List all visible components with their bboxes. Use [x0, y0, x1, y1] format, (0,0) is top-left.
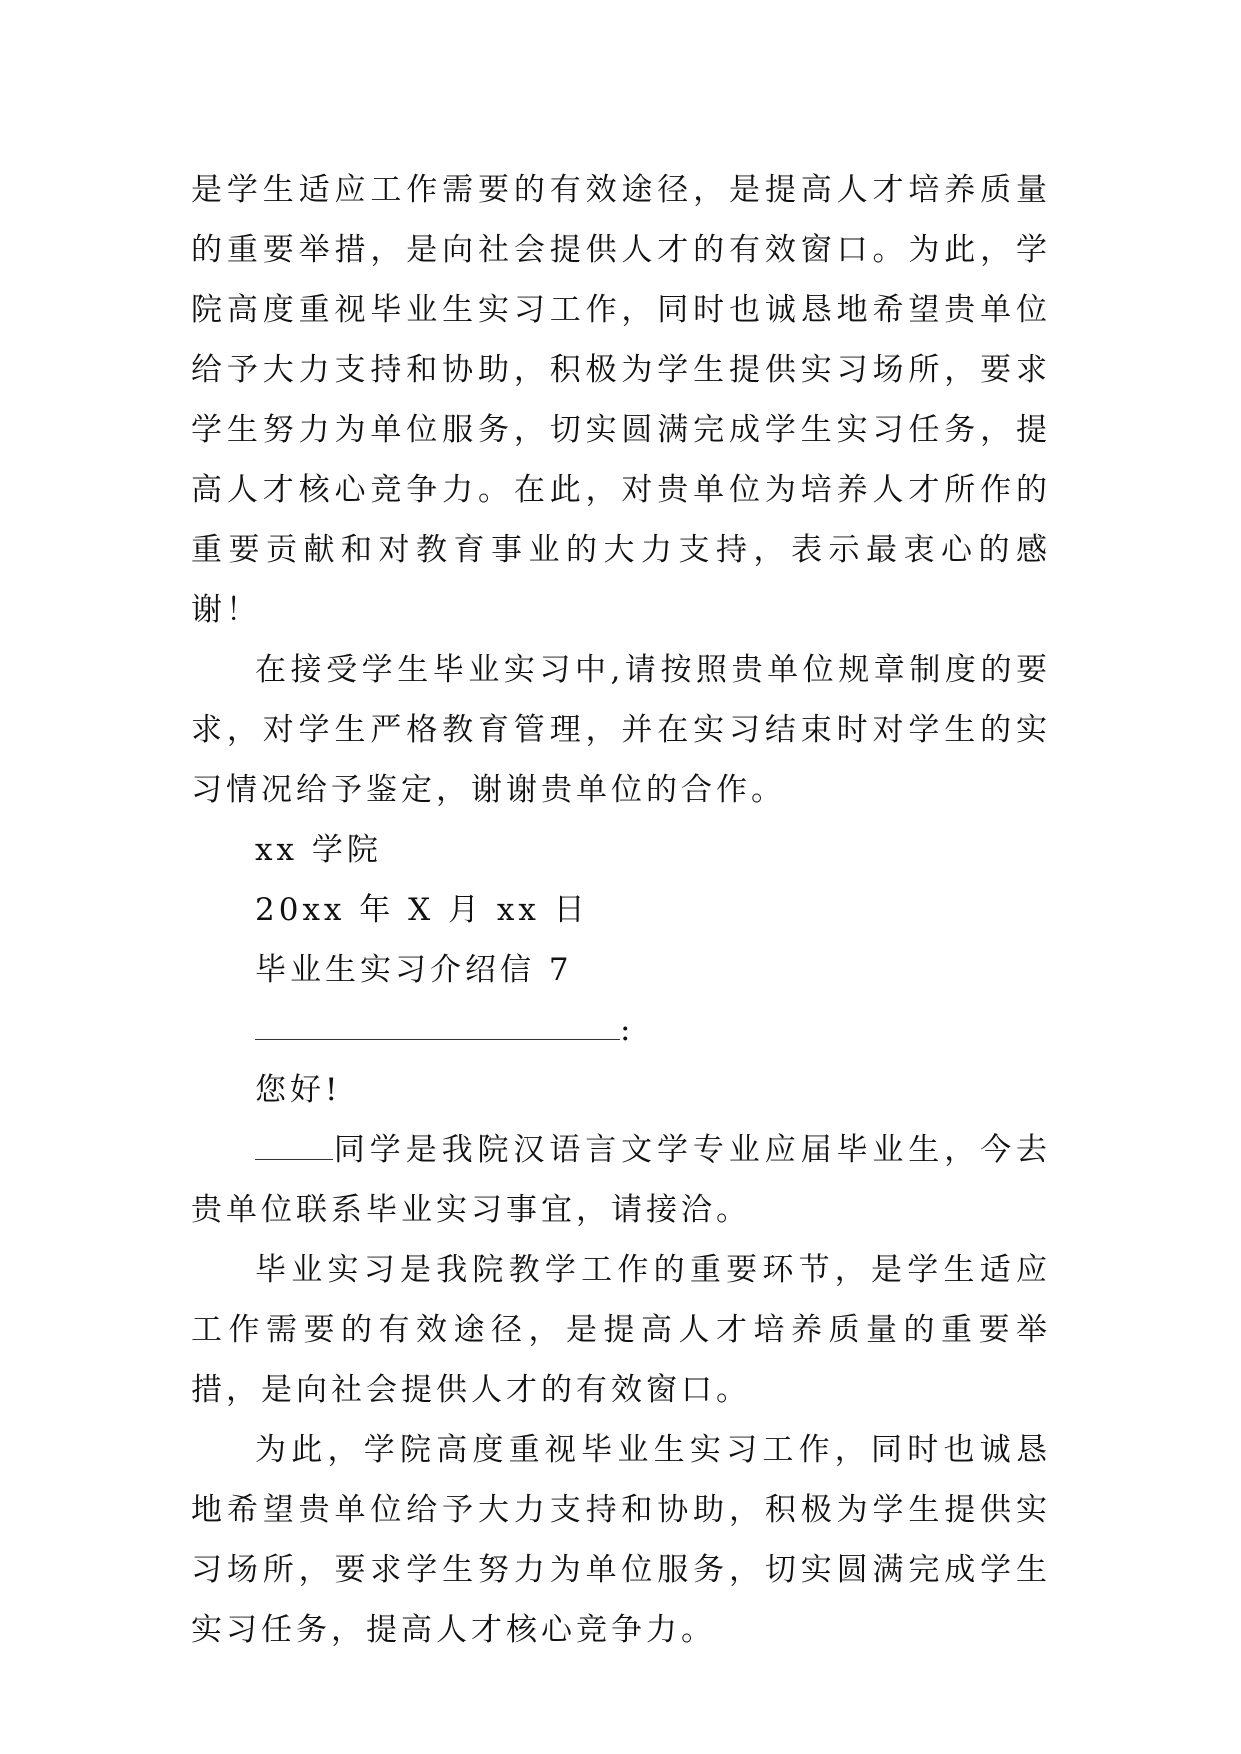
- paragraph-internship-importance: 毕业实习是我院教学工作的重要环节，是学生适应工作需要的有效途径，是提高人才培养质量的重要举措，是向社会提供人才的有效窗口。: [191, 1252, 1051, 1408]
- paragraph-continuation: 是学生适应工作需要的有效途径，是提高人才培养质量的重要举措，是向社会提供人才的有效窗口。为此，学院高度重视毕业生实习工作，同时也诚恳地希望贵单位给予大力支持和协助，积极为学生提供实习场所，要求学生努力为单位服务，切实圆满完成学生实习任务，提高人才核心竞争力。在此，对贵单位为培养人才所作的重要贡献和对教育事业的大力支持，表示最衷心的感谢！: [191, 172, 1051, 628]
- letter-title: 毕业生实习介绍信 7: [255, 952, 573, 988]
- paragraph-student-intro: [191, 1120, 1051, 1240]
- paragraph-school-request: 为此，学院高度重视毕业生实习工作，同时也诚恳地希望贵单位给予大力支持和协助，积极为学生提供实习场所，要求学生努力为单位服务，切实圆满完成学生实习任务，提高人才核心竞争力。: [191, 1432, 1051, 1648]
- student-intro-text: 同学是我院汉语言文学专业应届毕业生，今去贵单位联系毕业实习事宜，请接洽。: [191, 1132, 1051, 1228]
- salutation-colon: :: [620, 1012, 635, 1048]
- signature-organization: xx 学院: [255, 832, 382, 868]
- recipient-blank: [255, 1017, 620, 1040]
- paragraph-internship-request: 在接受学生毕业实习中,请按照贵单位规章制度的要求，对学生严格教育管理，并在实习结束时对学生的实习情况给予鉴定，谢谢贵单位的合作。: [191, 652, 1051, 808]
- signature-date: 20xx 年 X 月 xx 日: [255, 892, 589, 928]
- greeting: 您好!: [255, 1072, 342, 1108]
- letter-body: [191, 160, 1051, 1660]
- student-name-blank: [255, 1137, 333, 1160]
- salutation-line: [191, 1000, 1051, 1060]
